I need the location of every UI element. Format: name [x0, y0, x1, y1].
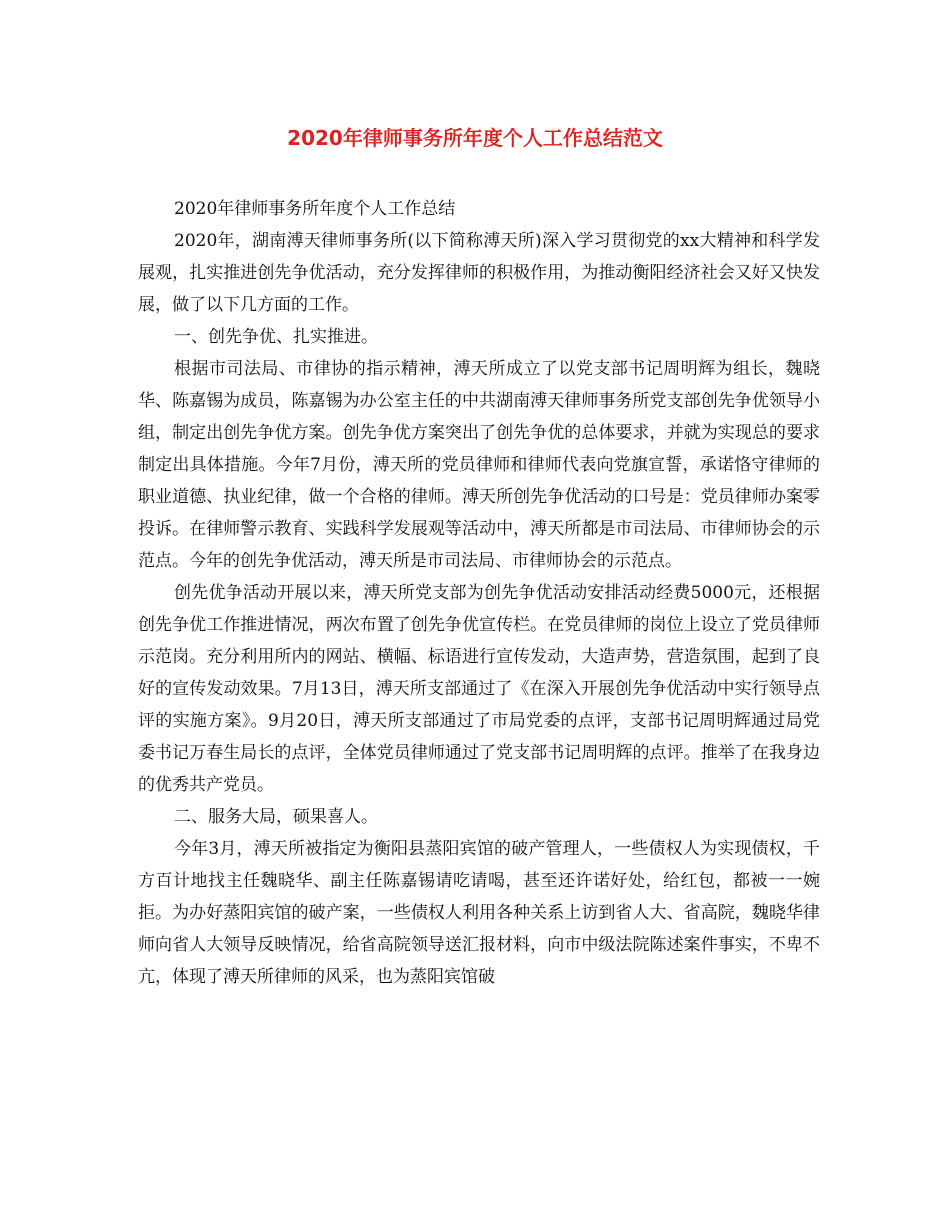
section-heading-2: 二、服务大局，硕果喜人。	[174, 807, 378, 827]
document-body	[138, 193, 820, 993]
section-heading-1: 一、创先争优、扎实推进。	[174, 327, 378, 347]
body-paragraph: 创先优争活动开展以来，溥天所党支部为创先争优活动安排活动经费5000元，还根据创先争优工作推进情况，两次布置了创先争优宣传栏。在党员律师的岗位上设立了党员律师示范岗。充分利用所内的网站、横幅、标语进行宣传发动，大造声势，营造氛围，起到了良好的宣传发动效果。7月13日，溥天所支部通过了《在深入开展创先争优活动中实行领导点评的实施方案》。9月20日，溥天所支部通过了市局党委的点评，支部书记周明辉通过局党委书记万春生局长的点评，全体党员律师通过了党支部书记周明辉的点评。推举了在我身边的优秀共产党员。	[138, 583, 820, 795]
subtitle-paragraph: 2020年律师事务所年度个人工作总结	[174, 199, 456, 219]
body-paragraph: 根据市司法局、市律协的指示精神，溥天所成立了以党支部书记周明辉为组长，魏晓华、陈嘉锡为成员，陈嘉锡为办公室主任的中共湖南溥天律师事务所党支部创先争优领导小组，制定出创先争优方案。创先争优方案突出了创先争优的总体要求，并就为实现总的要求制定出具体措施。今年7月份，溥天所的党员律师和律师代表向党旗宣誓，承诺恪守律师的职业道德、执业纪律，做一个合格的律师。溥天所创先争优活动的口号是：党员律师办案零投诉。在律师警示教育、实践科学发展观等活动中，溥天所都是市司法局、市律师协会的示范点。今年的创先争优活动，溥天所是市司法局、市律师协会的示范点。	[138, 359, 820, 571]
document-title: 2020年律师事务所年度个人工作总结范文	[287, 126, 663, 150]
intro-paragraph: 2020年，湖南溥天律师事务所(以下简称溥天所)深入学习贯彻党的xx大精神和科学发展观，扎实推进创先争优活动，充分发挥律师的积极作用，为推动衡阳经济社会又好又快发展，做了以下几方面的工作。	[138, 231, 820, 315]
body-paragraph: 今年3月，溥天所被指定为衡阳县蒸阳宾馆的破产管理人，一些债权人为实现债权，千方百计地找主任魏晓华、副主任陈嘉锡请吃请喝，甚至还许诺好处，给红包，都被一一婉拒。为办好蒸阳宾馆的破产案，一些债权人利用各种关系上访到省人大、省高院，魏晓华律师向省人大领导反映情况，给省高院领导送汇报材料，向市中级法院陈述案件事实，不卑不亢，体现了溥天所律师的风采，也为蒸阳宾馆破	[138, 839, 820, 987]
